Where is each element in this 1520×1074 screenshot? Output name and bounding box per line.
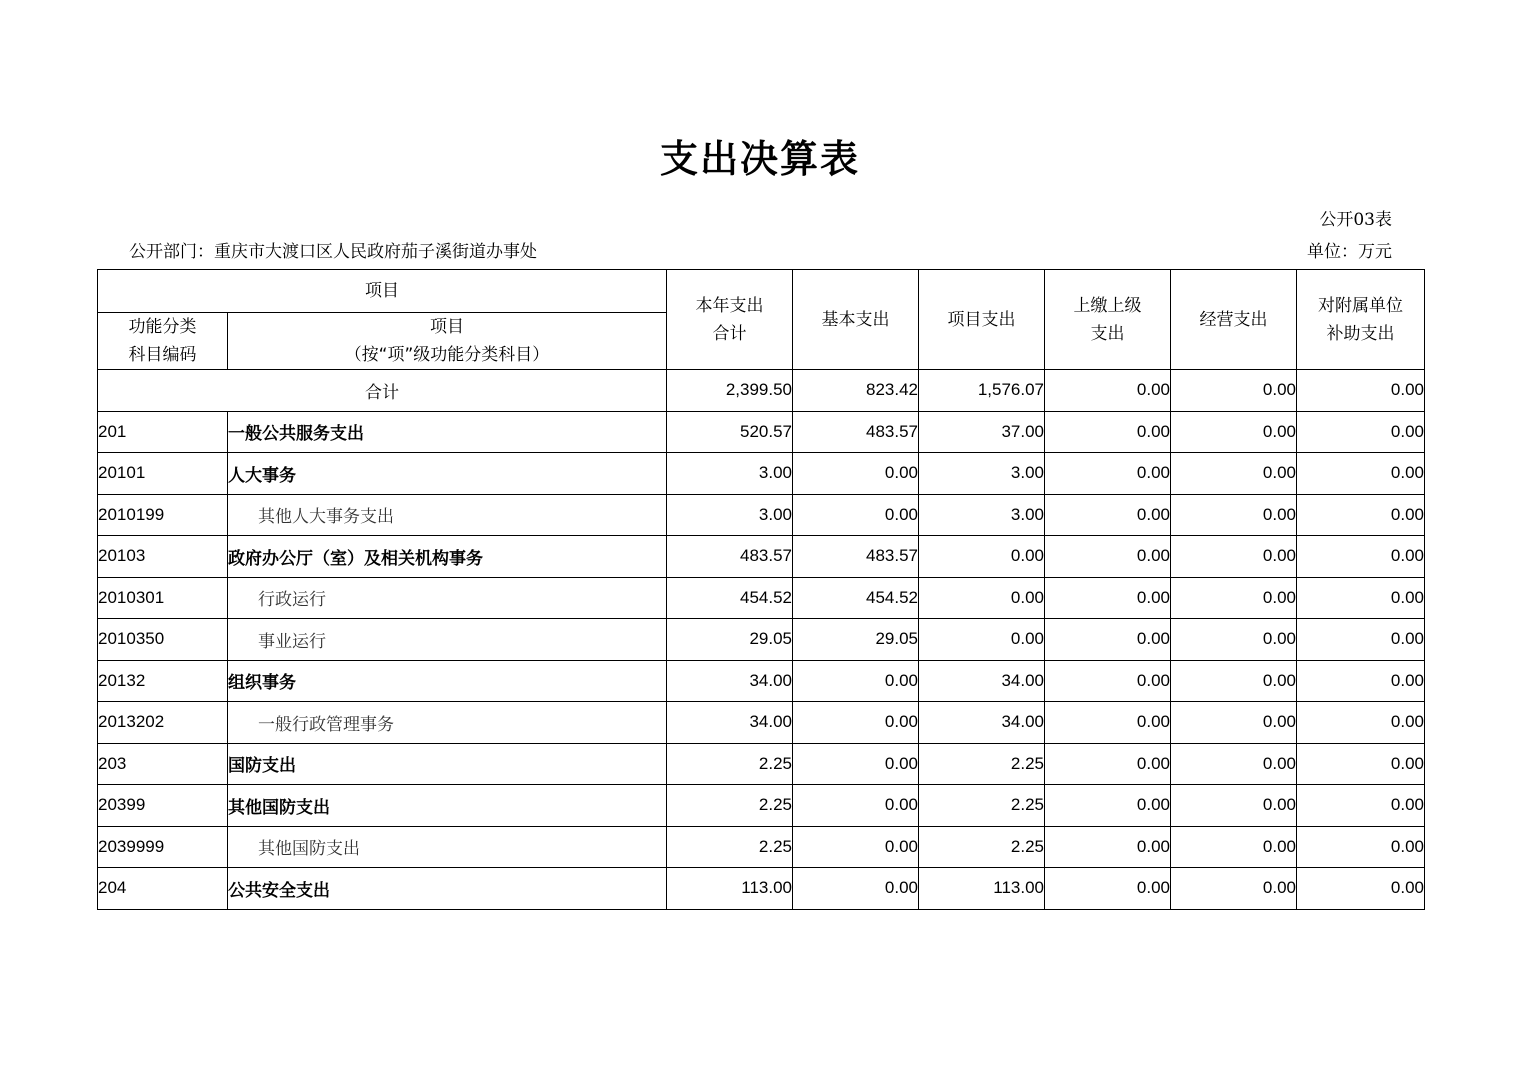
row-value: 0.00 (1045, 619, 1171, 661)
row-name: 国防支出 (228, 743, 667, 785)
row-name: 事业运行 (228, 619, 667, 661)
row-value: 0.00 (1045, 868, 1171, 910)
header-upper (1045, 270, 1171, 370)
row-code: 204 (98, 868, 228, 910)
row-value: 2.25 (667, 785, 793, 827)
row-value: 2.25 (667, 826, 793, 868)
row-value: 0.00 (1045, 577, 1171, 619)
header-upper-line1: 上缴上级 (1073, 295, 1142, 316)
total-label: 合计 (98, 370, 667, 412)
table-row (98, 702, 1425, 744)
row-code: 20101 (98, 453, 228, 495)
table-row (98, 453, 1425, 495)
table-row (98, 577, 1425, 619)
row-value: 0.00 (1171, 826, 1297, 868)
row-value: 2.25 (667, 743, 793, 785)
row-value: 0.00 (793, 702, 919, 744)
row-value: 0.00 (793, 826, 919, 868)
row-name: 人大事务 (228, 453, 667, 495)
header-code-line1: 功能分类 (128, 317, 197, 337)
row-value: 0.00 (919, 577, 1045, 619)
row-value: 483.57 (793, 536, 919, 578)
total-value: 2,399.50 (667, 370, 793, 412)
row-value: 113.00 (667, 868, 793, 910)
row-value: 0.00 (1171, 494, 1297, 536)
row-value: 0.00 (1171, 868, 1297, 910)
header-business: 经营支出 (1171, 270, 1297, 370)
row-code: 203 (98, 743, 228, 785)
total-value: 1,576.07 (919, 370, 1045, 412)
row-value: 0.00 (1171, 660, 1297, 702)
table-row (98, 411, 1425, 453)
row-value: 0.00 (1045, 660, 1171, 702)
row-value: 0.00 (1297, 411, 1425, 453)
total-row (98, 370, 1425, 412)
header-subsidy (1297, 270, 1425, 370)
row-value: 0.00 (1171, 743, 1297, 785)
page-title: 支出决算表 (659, 137, 860, 181)
header-code (98, 313, 228, 370)
row-value: 3.00 (667, 453, 793, 495)
row-value: 29.05 (667, 619, 793, 661)
row-value: 0.00 (1297, 453, 1425, 495)
row-value: 520.57 (667, 411, 793, 453)
row-value: 0.00 (1171, 785, 1297, 827)
row-value: 0.00 (1171, 577, 1297, 619)
row-value: 0.00 (1045, 536, 1171, 578)
row-name: 组织事务 (228, 660, 667, 702)
row-value: 0.00 (1045, 785, 1171, 827)
table-row (98, 785, 1425, 827)
row-value: 454.52 (667, 577, 793, 619)
row-value: 0.00 (919, 619, 1045, 661)
table-row (98, 494, 1425, 536)
row-name: 其他国防支出 (228, 785, 667, 827)
table-row (98, 660, 1425, 702)
unit-label: 单位：万元 (1307, 242, 1392, 262)
row-code: 20399 (98, 785, 228, 827)
row-value: 0.00 (1297, 619, 1425, 661)
row-value: 454.52 (793, 577, 919, 619)
row-value: 0.00 (1171, 619, 1297, 661)
row-value: 0.00 (1297, 577, 1425, 619)
expenditure-table (97, 269, 1425, 910)
row-code: 2039999 (98, 826, 228, 868)
table-row (98, 743, 1425, 785)
header-name (228, 313, 667, 370)
header-project-group: 项目 (98, 270, 667, 313)
row-value: 0.00 (1171, 411, 1297, 453)
row-value: 34.00 (919, 702, 1045, 744)
row-value: 2.25 (919, 785, 1045, 827)
row-code: 201 (98, 411, 228, 453)
row-value: 0.00 (793, 453, 919, 495)
header-total-line1: 本年支出 (695, 295, 764, 316)
total-value: 823.42 (793, 370, 919, 412)
row-name: 一般公共服务支出 (228, 411, 667, 453)
header-project: 项目支出 (919, 270, 1045, 370)
row-value: 34.00 (667, 702, 793, 744)
row-value: 0.00 (1297, 743, 1425, 785)
row-value: 0.00 (793, 494, 919, 536)
row-value: 0.00 (1045, 494, 1171, 536)
row-code: 2010350 (98, 619, 228, 661)
row-name: 其他人大事务支出 (228, 494, 667, 536)
department-label: 公开部门：重庆市大渡口区人民政府茄子溪街道办事处 (129, 242, 537, 262)
row-value: 2.25 (919, 826, 1045, 868)
header-upper-line2: 支出 (1090, 323, 1125, 344)
row-name: 一般行政管理事务 (228, 702, 667, 744)
row-value: 0.00 (1297, 660, 1425, 702)
row-value: 2.25 (919, 743, 1045, 785)
table-row (98, 536, 1425, 578)
row-value: 3.00 (667, 494, 793, 536)
row-value: 0.00 (1297, 702, 1425, 744)
row-code: 20103 (98, 536, 228, 578)
row-value: 0.00 (1045, 826, 1171, 868)
form-number: 公开03表 (1319, 210, 1392, 230)
row-value: 0.00 (1171, 702, 1297, 744)
header-name-line2: （按“项”级功能分类科目） (344, 345, 550, 365)
row-value: 0.00 (793, 743, 919, 785)
table-row (98, 868, 1425, 910)
row-value: 0.00 (1297, 536, 1425, 578)
row-value: 483.57 (793, 411, 919, 453)
row-value: 0.00 (1045, 702, 1171, 744)
header-basic: 基本支出 (793, 270, 919, 370)
row-code: 2010301 (98, 577, 228, 619)
row-value: 0.00 (1297, 494, 1425, 536)
row-value: 34.00 (919, 660, 1045, 702)
row-value: 0.00 (1171, 453, 1297, 495)
row-name: 其他国防支出 (228, 826, 667, 868)
row-value: 3.00 (919, 494, 1045, 536)
row-name: 公共安全支出 (228, 868, 667, 910)
row-value: 0.00 (1297, 868, 1425, 910)
row-value: 113.00 (919, 868, 1045, 910)
row-name: 政府办公厅（室）及相关机构事务 (228, 536, 667, 578)
row-value: 0.00 (793, 660, 919, 702)
header-total (667, 270, 793, 370)
row-value: 0.00 (919, 536, 1045, 578)
row-value: 34.00 (667, 660, 793, 702)
row-value: 29.05 (793, 619, 919, 661)
row-name: 行政运行 (228, 577, 667, 619)
row-value: 37.00 (919, 411, 1045, 453)
row-value: 0.00 (1297, 826, 1425, 868)
row-code: 2010199 (98, 494, 228, 536)
row-value: 483.57 (667, 536, 793, 578)
row-code: 20132 (98, 660, 228, 702)
header-subsidy-line2: 补助支出 (1326, 323, 1395, 344)
header-subsidy-line1: 对附属单位 (1318, 295, 1403, 316)
row-value: 0.00 (793, 868, 919, 910)
header-code-line2: 科目编码 (128, 345, 197, 365)
row-value: 0.00 (1045, 453, 1171, 495)
row-value: 3.00 (919, 453, 1045, 495)
row-value: 0.00 (1297, 785, 1425, 827)
row-value: 0.00 (1171, 536, 1297, 578)
row-code: 2013202 (98, 702, 228, 744)
table-row (98, 826, 1425, 868)
header-total-line2: 合计 (712, 323, 747, 344)
row-value: 0.00 (793, 785, 919, 827)
table-row (98, 619, 1425, 661)
total-value: 0.00 (1045, 370, 1171, 412)
header-name-line1: 项目 (430, 317, 464, 337)
row-value: 0.00 (1045, 411, 1171, 453)
total-value: 0.00 (1171, 370, 1297, 412)
row-value: 0.00 (1045, 743, 1171, 785)
total-value: 0.00 (1297, 370, 1425, 412)
